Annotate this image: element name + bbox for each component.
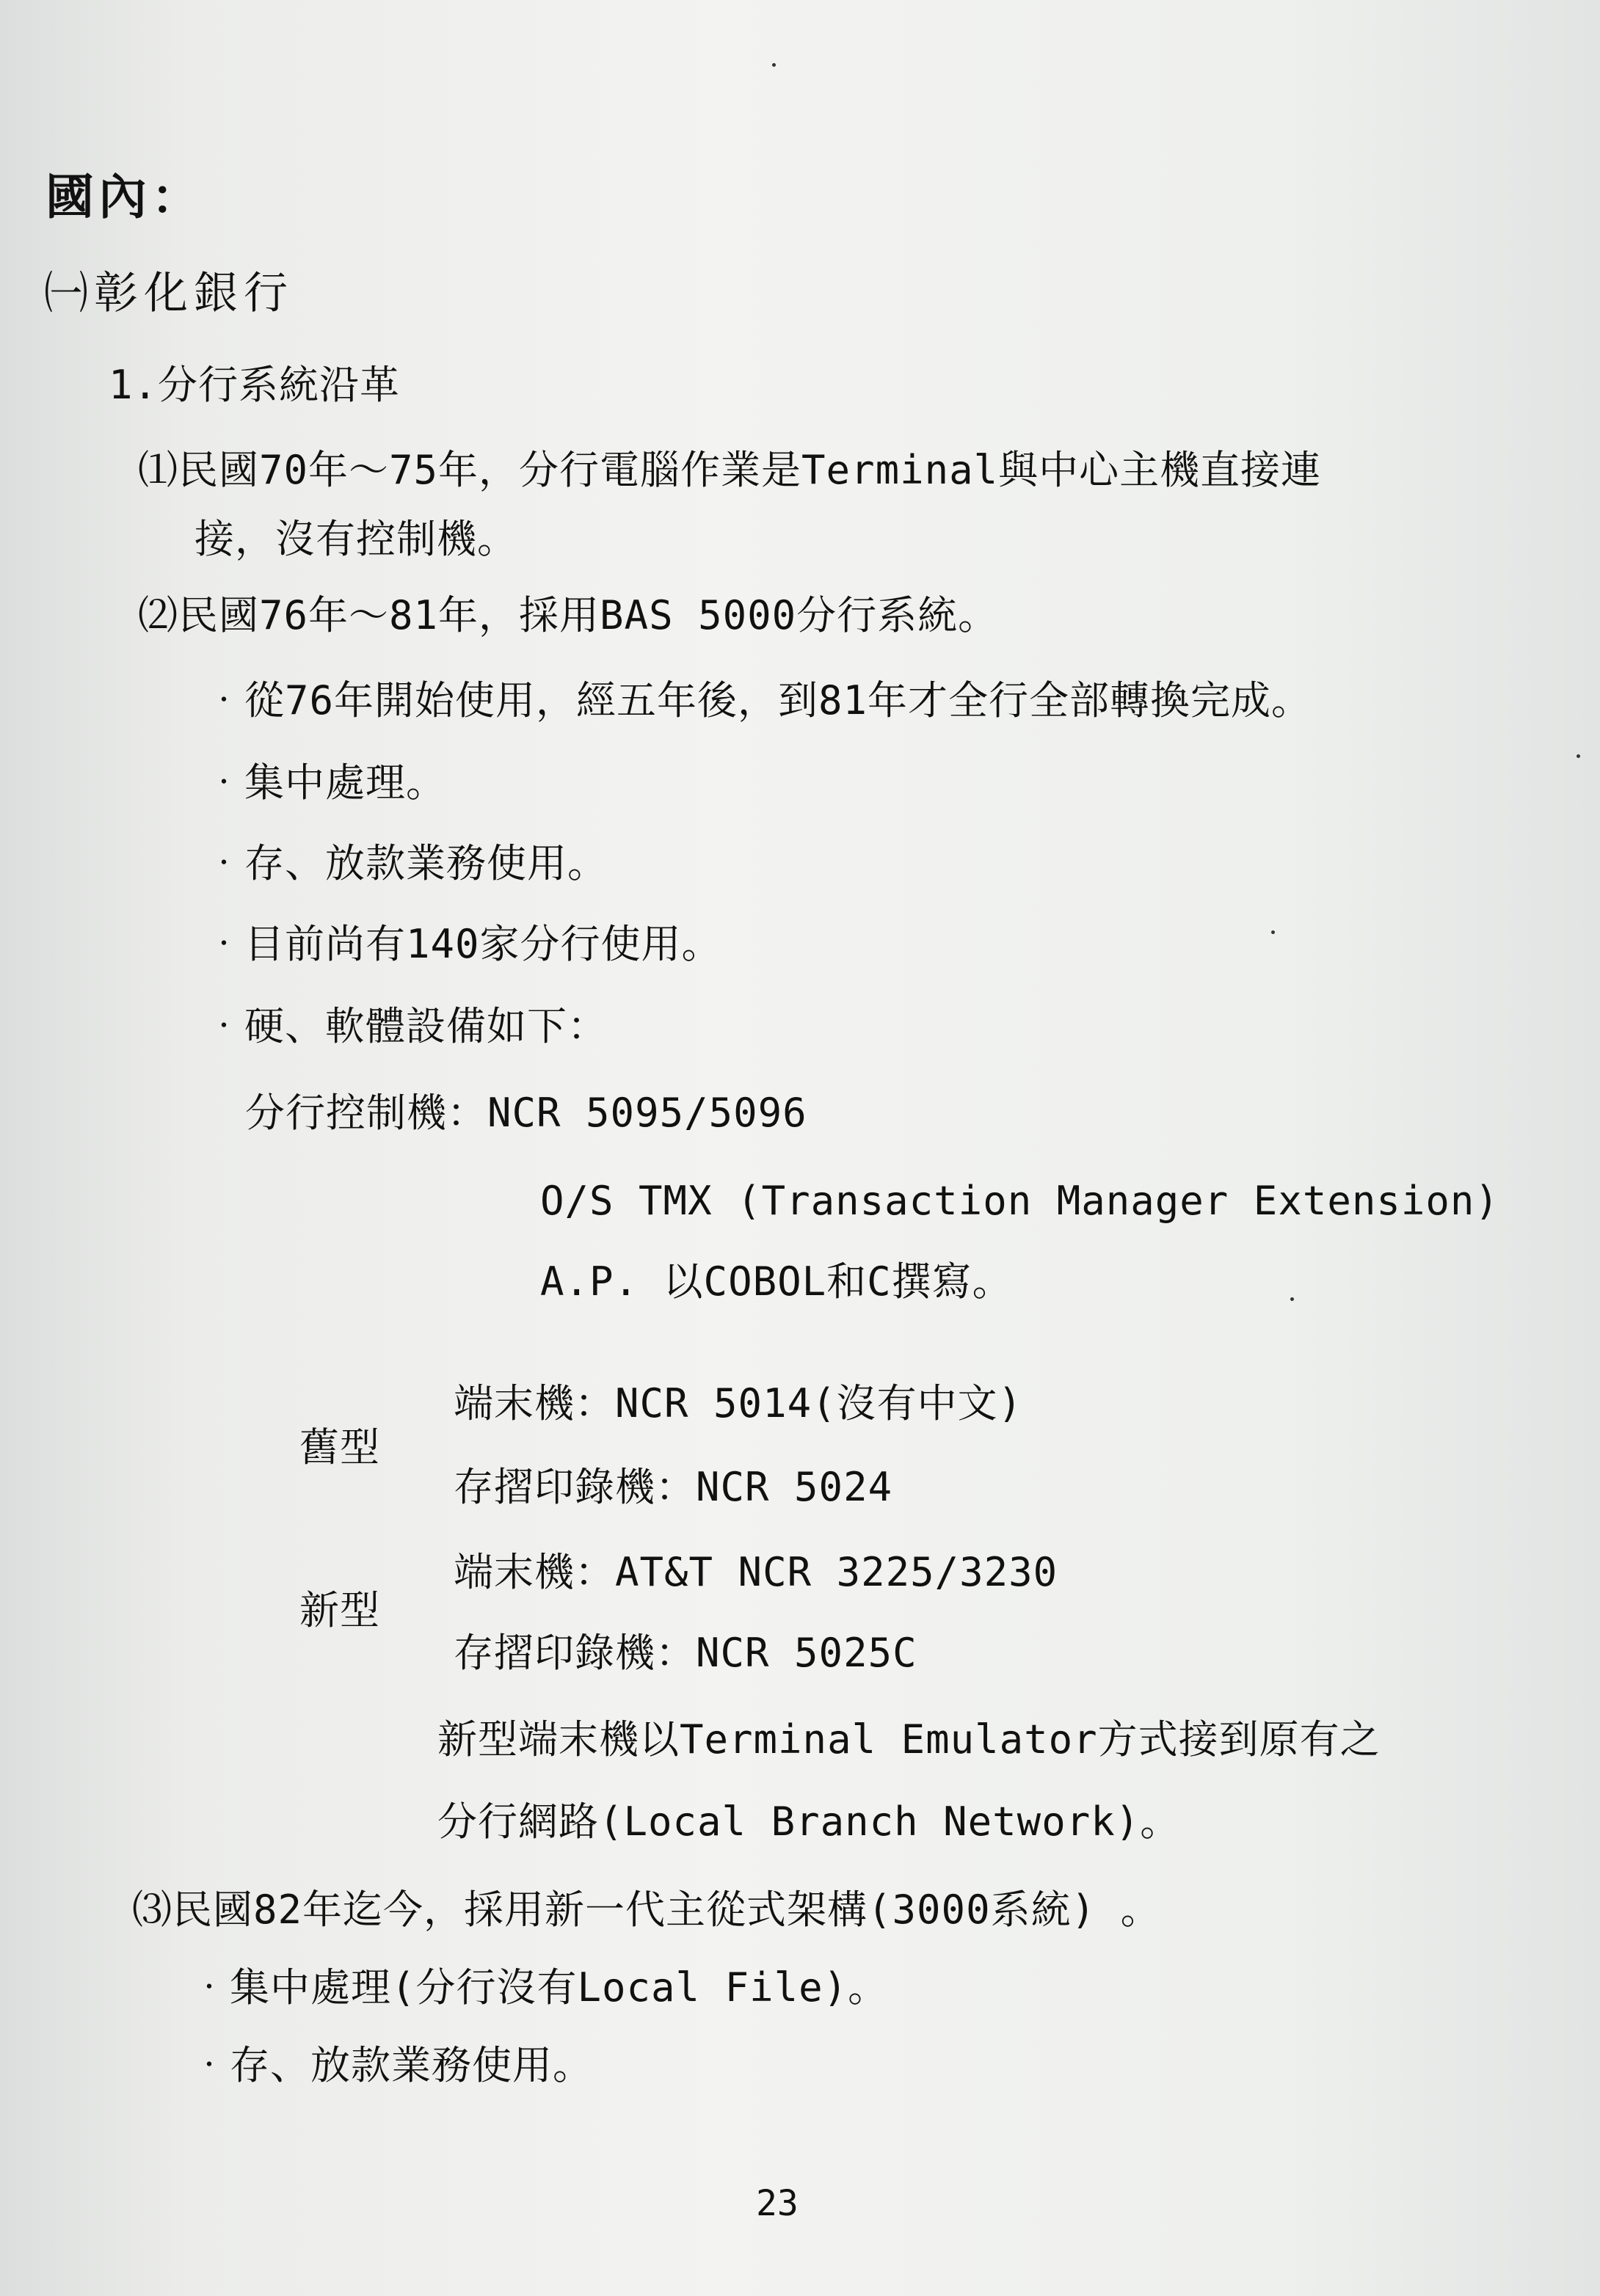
emulator-line-1: 新型端末機以Terminal Emulator方式接到原有之 <box>437 1716 1381 1763</box>
controller-line: 分行控制機：NCR 5095/5096 <box>245 1090 807 1136</box>
bullet-item: ‧硬、軟體設備如下： <box>204 1003 608 1049</box>
scan-speck <box>1577 754 1580 758</box>
old-terminal-line: 端末機：NCR 5014(沒有中文) <box>454 1380 1023 1426</box>
bullet-item: ‧目前尚有140家分行使用。 <box>204 921 722 967</box>
bullet-item: ‧集中處理(分行沒有Local File)。 <box>189 1964 889 2011</box>
emulator-line-2: 分行網路(Local Branch Network)。 <box>437 1798 1181 1845</box>
new-type-label: 新型 <box>299 1587 380 1633</box>
bullet-item: ‧存、放款業務使用。 <box>189 2042 593 2088</box>
bullet-item: ‧集中處理。 <box>204 759 446 806</box>
paragraph-2-line-1: ⑵民國76年～81年，採用BAS 5000分行系統。 <box>138 592 999 638</box>
old-type-label: 舊型 <box>299 1424 380 1470</box>
paragraph-1-line-2: 接，沒有控制機。 <box>194 516 517 562</box>
scan-speck <box>772 63 776 67</box>
new-terminal-line: 端末機：AT&T NCR 3225/3230 <box>454 1549 1058 1595</box>
ap-line: A.P. 以COBOL和C撰寫。 <box>540 1258 1013 1305</box>
os-line: O/S TMX (Transaction Manager Extension) <box>540 1178 1499 1224</box>
old-printer-line: 存摺印錄機：NCR 5024 <box>454 1464 893 1510</box>
scan-speck <box>1271 930 1275 934</box>
bullet-item: ‧存、放款業務使用。 <box>204 840 608 886</box>
paragraph-3-line-1: ⑶民國82年迄今，採用新一代主從式架構(3000系統) 。 <box>132 1887 1161 1933</box>
new-printer-line: 存摺印錄機：NCR 5025C <box>454 1630 917 1676</box>
section-title: ㈠彰化銀行 <box>44 268 294 319</box>
scan-speck <box>1290 1297 1294 1301</box>
page-heading: 國內： <box>46 169 204 225</box>
paragraph-1-line-1: ⑴民國70年～75年，分行電腦作業是Terminal與中心主機直接連 <box>138 447 1322 493</box>
item-title: 1.分行系統沿革 <box>109 362 401 408</box>
bullet-item: ‧從76年開始使用，經五年後，到81年才全行全部轉換完成。 <box>204 677 1312 724</box>
page-number: 23 <box>756 2183 799 2224</box>
